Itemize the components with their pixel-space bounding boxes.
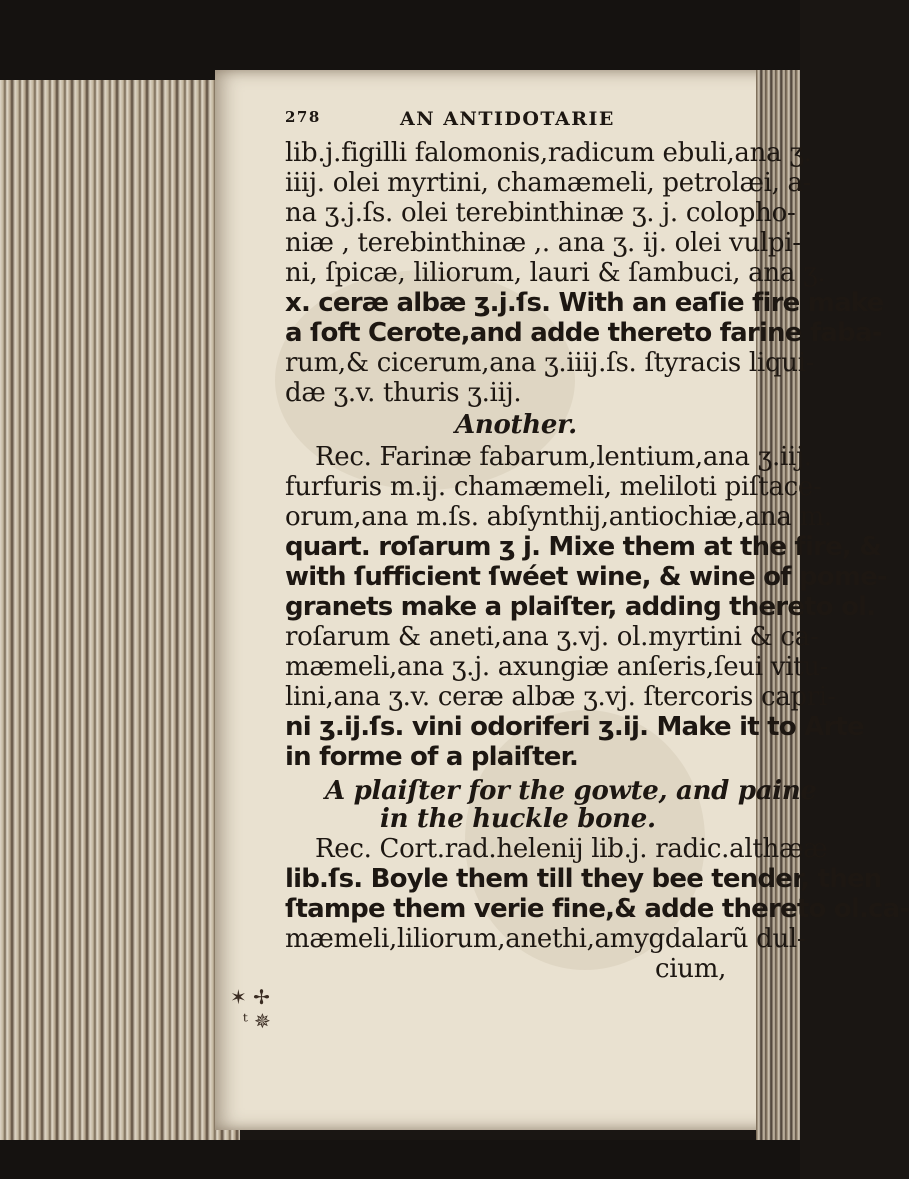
text-line: Rec. Farinæ fabarum,lentium,ana ʒ.iij. [315,442,812,472]
ink-specks: ✶ ✢ ᵗ ✵ [230,985,271,1033]
text-line: lini,ana ʒ.v. ceræ albæ ʒ.vj. ſtercoris capri- [285,682,836,712]
text-line: ſtampe them verie fine,& adde thereto ol.ca- [285,894,909,924]
text-line: na ʒ.j.ſs. olei terebinthinæ ʒ. j. colopho- [285,198,796,228]
text-line: niæ , terebinthinæ ,. ana ʒ. ij. olei vulpi- [285,228,801,258]
text-line: rum,& cicerum,ana ʒ.iiij.ſs. ſtyracis liqui- [285,348,815,378]
text-line: granets make a plaiſter, adding thereto ol. [285,592,876,622]
text-line: a ſoft Cerote,and adde thereto farine faba- [285,318,882,348]
catchword: cium, [655,954,727,984]
text-line: ni, ſpicæ, liliorum, lauri & ſambuci, ana ʒ. [285,258,826,288]
text-line: lib.ſs. Boyle them till they bee tender, then [285,864,882,894]
text-line: Rec. Cort.rad.helenij lib.j. radic.althææ [315,834,828,864]
section-heading: Another. [455,410,577,440]
text-line: iiij. olei myrtini, chamæmeli, petrolæi, a- [285,168,812,198]
text-line: furfuris m.ij. chamæmeli, meliloti piſtace- [285,472,822,502]
text-line: roſarum & aneti,ana ʒ.vj. ol.myrtini & ca- [285,622,819,652]
text-line: lib.j.figilli falomonis,radicum ebuli,ana ʒ. [285,138,812,168]
text-line: with ſufficient ſwéet wine, & wine of pome- [285,562,887,592]
running-title: AN ANTIDOTARIE [400,108,615,130]
page-number: 278 [285,108,321,126]
text-line: ni ʒ.ij.ſs. vini odoriferi ʒ.ij. Make it to Arte [285,712,864,742]
section-heading: in the huckle bone. [380,804,656,834]
section-heading: A plaiſter for the gowte, and paine [325,776,817,806]
text-line: dæ ʒ.v. thuris ʒ.iij. [285,378,522,408]
text-line: mæmeli,ana ʒ.j. axungiæ anſeris,ſeui vitu- [285,652,829,682]
text-line: mæmeli,liliorum,anethi,amygdalarũ dul- [285,924,806,954]
text-line: in forme of a plaiſter. [285,742,579,772]
text-line: x. ceræ albæ ʒ.j.ſs. With an eaſie fire make [285,288,884,318]
text-line: quart. roſarum ʒ j. Mixe them at the fire, & [285,532,882,562]
background-bottom [0,1140,800,1179]
text-line: orum,ana m.ſs. abſynthij,antiochiæ,ana m. [285,502,832,532]
page-edges-left [0,80,240,1140]
